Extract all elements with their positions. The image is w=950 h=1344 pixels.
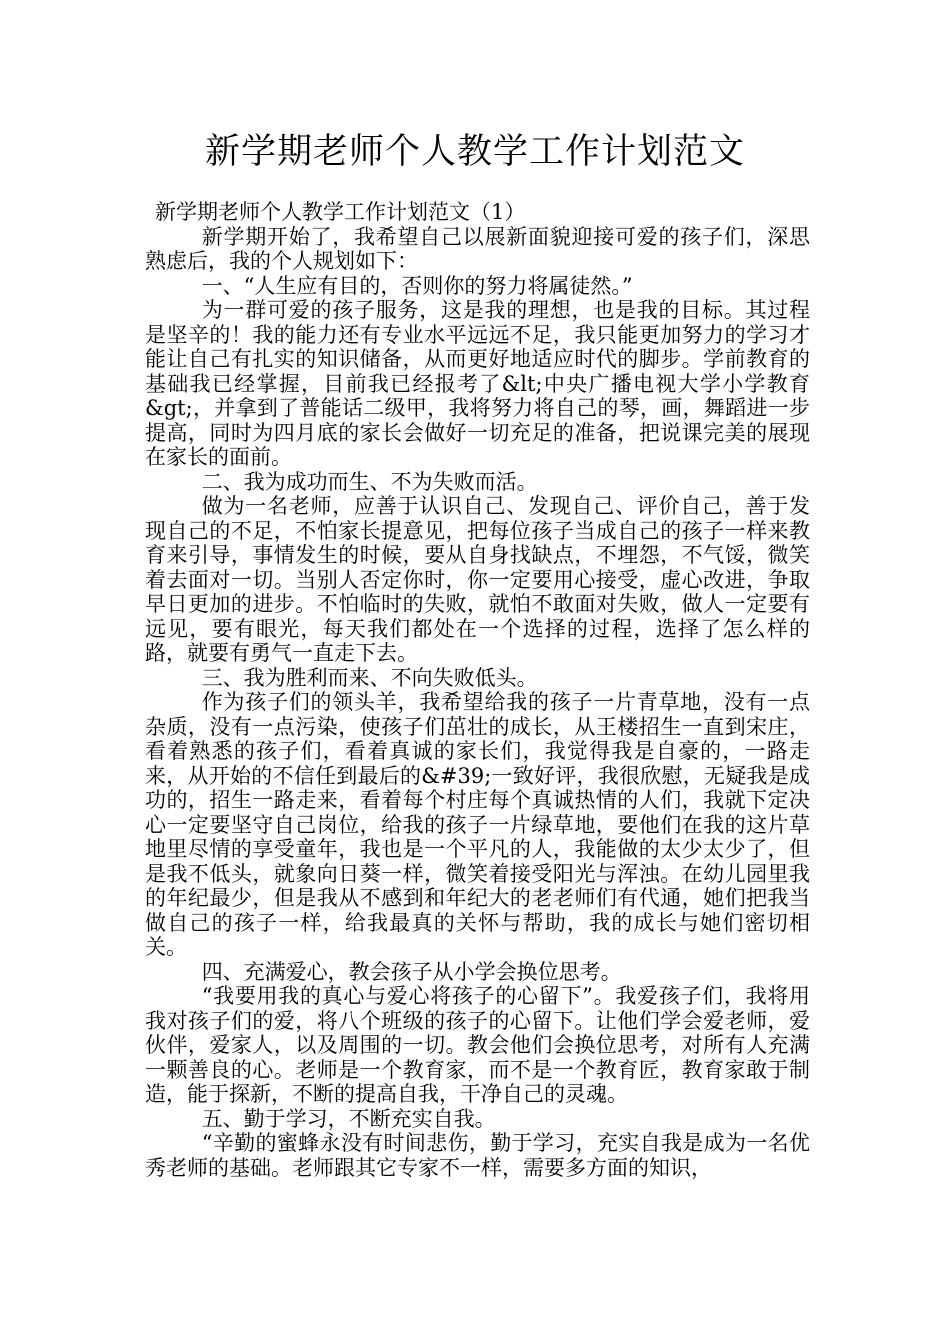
document-body [145, 200, 810, 1180]
document-title: 新学期老师个人教学工作计划范文 [204, 132, 745, 172]
paragraph-intro: 新学期开始了，我希望自己以展新面貌迎接可爱的孩子们，深思熟虑后，我的个人规划如下： [145, 224, 810, 273]
section-heading-1: 一、“人生应有目的，否则你的努力将属徒然。” [201, 273, 633, 298]
section-heading-2: 二、我为成功而生、不为失败而活。 [201, 469, 538, 494]
paragraph-section-1: 为一群可爱的孩子服务，这是我的理想，也是我的目标。其过程是坚辛的！我的能力还有专业水平远远不足，我只能更加努力的学习才能让自己有扎实的知识储备，从而更好地适应时代的脚步。学前教育的基础我已经掌握，目前我已经报考了&lt;中央广播电视大学小学教育&gt;，并拿到了普能话二级甲，我将努力将自己的琴，画，舞蹈进一步提高，同时为四月底的家长会做好一切充足的准备，把说课完美的展现在家长的面前。 [145, 298, 810, 469]
section-heading-5: 五、勤于学习，不断充实自我。 [201, 1106, 496, 1131]
document-subtitle: 新学期老师个人教学工作计划范文（1） [155, 200, 526, 224]
paragraph-section-2: 做为一名老师，应善于认识自己、发现自己、评价自己，善于发现自己的不足，不怕家长提意见，把每位孩子当成自己的孩子一样来教育来引导，事情发生的时候，要从自身找缺点，不埋怨，不气馁，微笑着去面对一切。当别人否定你时，你一定要用心接受，虚心改进，争取早日更加的进步。不怕临时的失败，就怕不敢面对失败，做人一定要有远见，要有眼光，每天我们都处在一个选择的过程，选择了怎么样的路，就要有勇气一直走下去。 [145, 494, 810, 665]
paragraph-section-5: “辛勤的蜜蜂永没有时间悲伤，勤于学习，充实自我是成为一名优秀老师的基础。老师跟其它专家不一样，需要多方面的知识， [145, 1131, 810, 1180]
section-heading-3: 三、我为胜利而来、不向失败低头。 [201, 665, 538, 690]
paragraph-section-3: 作为孩子们的领头羊，我希望给我的孩子一片青草地，没有一点杂质，没有一点污染，使孩子们茁壮的成长，从王楼招生一直到宋庄，看着熟悉的孩子们，看着真诚的家长们，我觉得我是自豪的，一路走来，从开始的不信任到最后的&#39;一致好评，我很欣慰，无疑我是成功的，招生一路走来，看着每个村庄每个真诚热情的人们，我就下定决心一定要坚守自己岗位，给我的孩子一片绿草地，要他们在我的这片草地里尽情的享受童年，我也是一个平凡的人，我能做的太少太少了，但是我不低头，就象向日葵一样，微笑着接受阳光与浑浊。在幼儿园里我的年纪最少，但是我从不感到和年纪大的老老师们有代通，她们把我当做自己的孩子一样，给我最真的关怀与帮助，我的成长与她们密切相关。 [145, 690, 810, 959]
paragraph-section-4: “我要用我的真心与爱心将孩子的心留下”。我爱孩子们，我将用我对孩子们的爱，将八个班级的孩子的心留下。让他们学会爱老师，爱伙伴，爱家人，以及周围的一切。教会他们会换位思考，对所有人充满一颗善良的心。老师是一个教育家，而不是一个教育匠，教育家敢于制造，能于探新，不断的提高自我，干净自己的灵魂。 [145, 984, 810, 1106]
section-heading-4: 四、充满爱心，教会孩子从小学会换位思考。 [201, 959, 622, 984]
